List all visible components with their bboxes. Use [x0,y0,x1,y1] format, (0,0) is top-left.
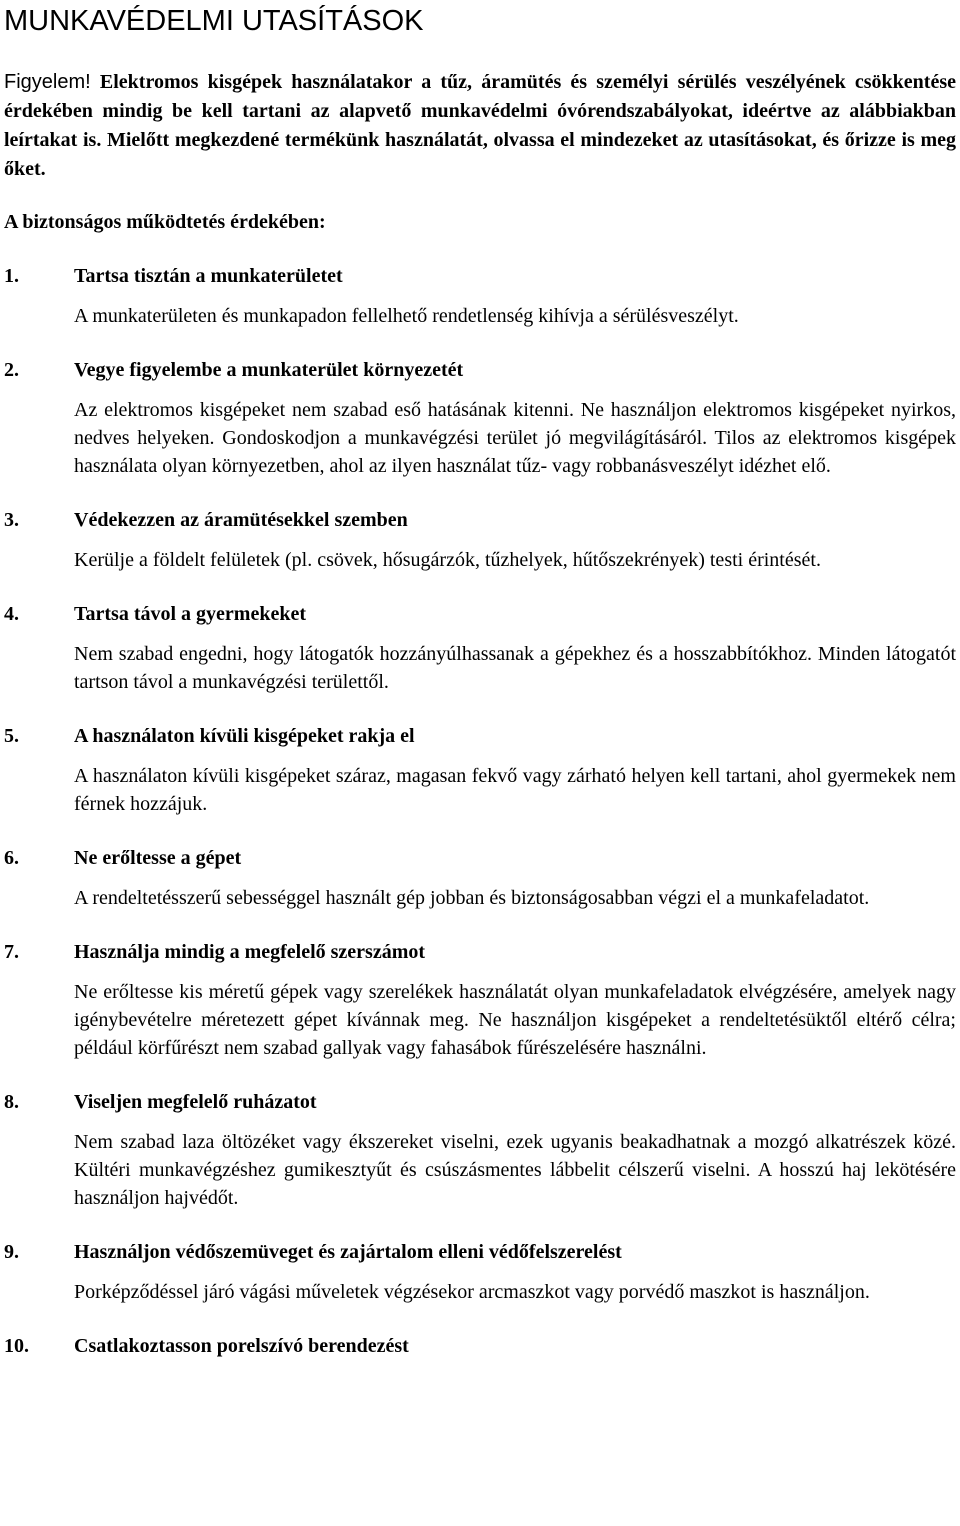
section-heading [4,1332,956,1360]
section-number: 2. [4,359,19,381]
section-title: Használja mindig a megfelelő szerszámot [74,941,426,963]
section-body: Ne erőltesse kis méretű gépek vagy szerelékek használatát olyan munkafeladatok elvégzésére, amelyek nagy igénybevételre méretezett gépet kívánnak meg. Ne használjon kisgépeket a rendeltetésüktől eltérő célra; például körfűrészt nem szabad gallyak vagy fahasábok fűrészelésére használni. [74,981,956,1059]
section-heading [4,722,956,750]
section-heading [4,600,956,628]
section-heading [4,1088,956,1116]
section-heading [4,262,956,290]
intro-text: Elektromos kisgépek használatakor a tűz, áramütés és személyi sérülés veszélyének csökkentése érdekében mindig be kell tartani az alapvető munkavédelmi óvórendszabályokat, ideértve az alábbiakban leírtakat is. Mielőtt megkezdené termékünk használatát, olvassa el mindezeket az utasításokat, és őrizze is meg őket. [4,71,956,180]
section-heading [4,1238,956,1266]
section-number: 8. [4,1091,19,1113]
section-body: Porképződéssel járó vágási műveletek végzésekor arcmaszkot vagy porvédő maszkot is használjon. [74,1281,870,1303]
section-heading [4,356,956,384]
section-title: Vegye figyelembe a munkaterület környezetét [74,359,464,381]
section-title: Védekezzen az áramütésekkel szemben [74,509,408,531]
section-number: 1. [4,265,19,287]
intro-warning: Figyelem! [4,71,91,93]
section-number: 5. [4,725,19,747]
section-number: 3. [4,509,19,531]
section-number: 6. [4,847,19,869]
section-body: Nem szabad laza öltözéket vagy ékszereket viselni, ezek ugyanis beakadhatnak a mozgó alkatrészek közé. Kültéri munkavégzéshez gumikesztyűt és csúszásmentes lábbelit célszerű viselni. A hosszú haj lekötésére használjon hajvédőt. [74,1131,956,1209]
section-4 [4,600,956,696]
section-body: A rendeltetésszerű sebességgel használt gép jobban és biztonságosabban végzi el a munkafeladatot. [74,887,870,909]
intro-paragraph [4,68,956,184]
section-10 [4,1332,956,1360]
section-heading [4,844,956,872]
section-title: Ne erőltesse a gépet [74,847,242,869]
section-number: 7. [4,941,19,963]
section-title: Tartsa tisztán a munkaterületet [74,265,343,287]
section-5 [4,722,956,818]
section-number: 10. [4,1335,29,1357]
section-title: Viseljen megfelelő ruházatot [74,1091,317,1113]
section-body: Kerülje a földelt felületek (pl. csövek, hősugárzók, tűzhelyek, hűtőszekrények) testi érintését. [74,549,821,571]
document-title: MUNKAVÉDELMI UTASÍTÁSOK [4,5,424,37]
section-body: Nem szabad engedni, hogy látogatók hozzányúlhassanak a gépekhez és a hosszabbítókhoz. Minden látogatót tartson távol a munkavégzési területtől. [74,643,956,693]
section-heading [4,938,956,966]
safety-subheading: A biztonságos működtetés érdekében: [4,211,326,233]
section-8 [4,1088,956,1212]
section-9 [4,1238,956,1306]
section-number: 4. [4,603,19,625]
section-number: 9. [4,1241,19,1263]
section-6 [4,844,956,912]
section-title: Csatlakoztasson porelszívó berendezést [74,1335,409,1357]
section-body: A munkaterületen és munkapadon fellelhető rendetlenség kihívja a sérülésveszélyt. [74,305,739,327]
section-title: A használaton kívüli kisgépeket rakja el [74,725,415,747]
section-1 [4,262,956,330]
section-3 [4,506,956,574]
section-body: A használaton kívüli kisgépeket száraz, magasan fekvő vagy zárható helyen kell tartani, ahol gyermekek nem férnek hozzájuk. [74,765,956,815]
section-title: Használjon védőszemüveget és zajártalom elleni védőfelszerelést [74,1241,622,1263]
section-title: Tartsa távol a gyermekeket [74,603,306,625]
section-heading [4,506,956,534]
section-7 [4,938,956,1062]
section-2 [4,356,956,480]
section-body: Az elektromos kisgépeket nem szabad eső hatásának kitenni. Ne használjon elektromos kisgépeket nyirkos, nedves helyeken. Gondoskodjon a munkavégzési terület jó megvilágításáról. Tilos az elektromos kisgépek használata olyan környezetben, ahol az ilyen használat tűz- vagy robbanásveszélyt idézhet elő. [74,399,956,477]
